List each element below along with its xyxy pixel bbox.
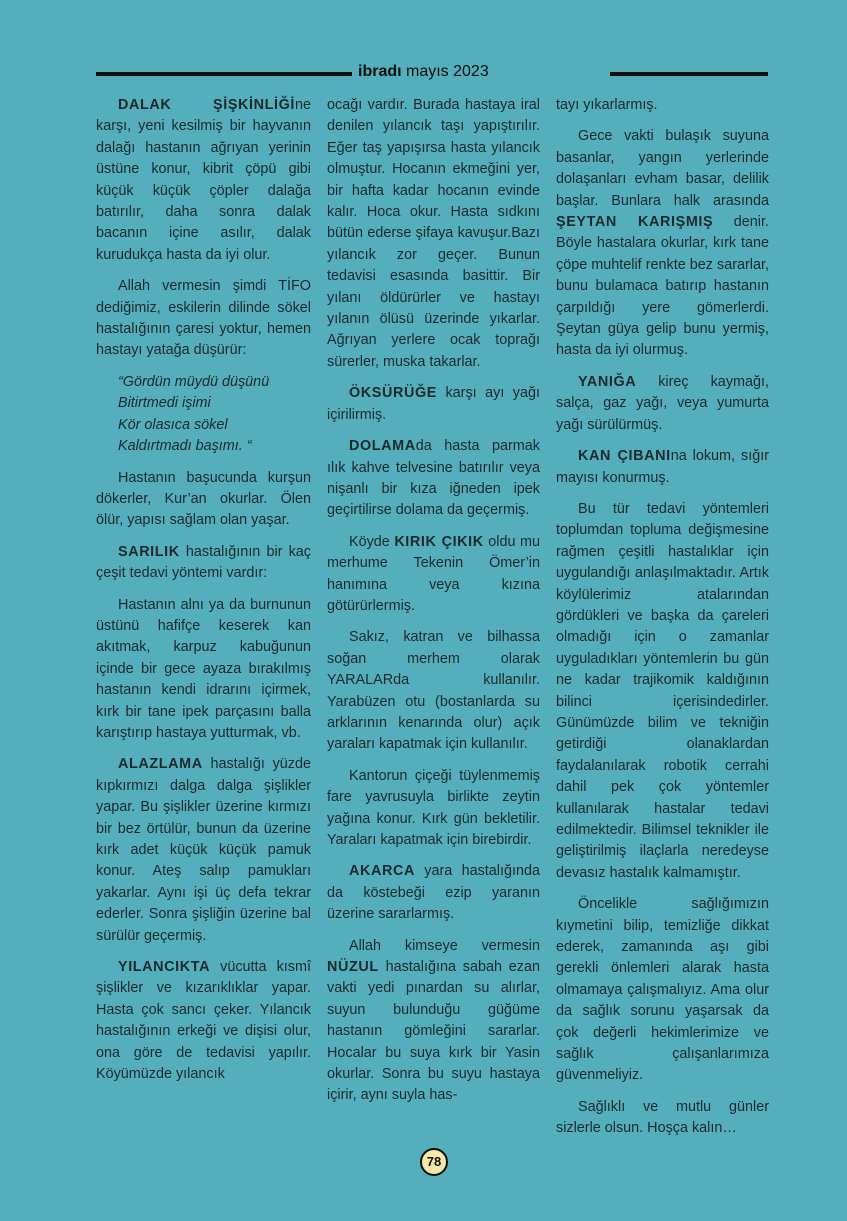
paragraph — [556, 126, 769, 361]
paragraph-text: hastalığının bir kaç çeşit tedavi yöntemi vardır: — [96, 543, 311, 582]
paragraph-text: Gece vakti bulaşık suyuna basanlar, yangın yerlerinde dolaşanları evham basar, delilik başlar. Bunlara halk arasında — [556, 128, 769, 209]
paragraph — [96, 542, 311, 585]
paragraph-text: ne karşı, yeni kesilmiş bir hayvanın dalağı hastanın ağrıyan yerinin üstüne konur, kibrit çöpü gibi küçük küçük çöpler dalağa batırılır, daha sonra dalak bacanın içine asılır, dalak kurudukça hasta da iyi olur. — [96, 97, 311, 263]
header-title — [358, 63, 489, 81]
paragraph-text: Sağlıklı ve mutlu günler sizlerle olsun. Hoşça kalın… — [556, 1098, 769, 1137]
poem-block — [96, 372, 311, 458]
poem-line: “Gördün müydü düşünü — [118, 373, 270, 390]
paragraph-text: Allah kimseye vermesin — [349, 937, 540, 954]
paragraph-text: hastalığına sabah ezan vakti yedi pınardan su alırlar, suyun bulunduğu güğüme hastanın gömleğini sararlar. Hocalar bu suya kırk bir Yasin okurlar. Sonra bu suyu hastaya içirir, aynı suyla has- — [327, 959, 540, 1104]
paragraph-text: Hastanın alnı ya da burnunun üstünü hafifçe keserek kan akıtmak, karpuz kabuğunun içinde bir gece ayaza bırakılmış hastanın kendi idrarını içirmek, kırk bir tane ipek parçasını balla karıştırıp hastaya yutturmak, vb. — [96, 596, 311, 741]
paragraph — [556, 446, 769, 489]
paragraph — [556, 95, 769, 116]
paragraph-text: oldu mu merhume Tekenin Ömer’in hanımına veya kızına götürürlermiş. — [327, 533, 540, 614]
paragraph-text: Hastanın başucunda kurşun dökerler, Kur’an okurlar. Ölen ölür, yapısı sağlam olan yaşar. — [96, 469, 311, 529]
highlighted-term: DALAK ŞİŞKİNLİĞİ — [118, 97, 295, 113]
paragraph — [556, 499, 769, 884]
paragraph-text: da hasta parmak ılık kahve telvesine batırılır veya nişanlı bir kıza iğneden ipek geçirtilirse dolama da geçermiş. — [327, 438, 540, 519]
highlighted-term: NÜZUL — [327, 959, 379, 976]
highlighted-term: SARILIK — [118, 543, 180, 560]
text-column-2 — [327, 95, 540, 1117]
paragraph-text: Kantorun çiçeği tüylenmemiş fare yavrusuyla birlikte zeytin yağına konur. Kırk gün bekletilir. Yaraları kapatmak için birebirdir. — [327, 767, 540, 848]
paragraph-text: denir. Böyle hastalara okurlar, kırk tane çöpe muhtelif renkte bez sararlar, bunu bulamaca batırıp hastanın çarpıldığı yere gömerlerdi. Şeytan güya gelip bunu yermiş, hasta da iyi olurmuş. — [556, 214, 769, 359]
page-number: 78 — [420, 1148, 448, 1176]
paragraph — [556, 894, 769, 1087]
paragraph-text: vücutta kısmî şişlikler ve kızarıklıklar yapar. Hasta çok sancı çeker. Yılancık hastalığının erkeği ve dişisi olur, ona göre de tedavisi yapılır. Köyümüzde yılancık — [96, 959, 311, 1083]
highlighted-term: DOLAMA — [349, 438, 416, 455]
highlighted-term: ÖKSÜRÜĞE — [349, 385, 437, 402]
paragraph — [556, 372, 769, 436]
paragraph — [327, 383, 540, 426]
paragraph — [96, 468, 311, 532]
highlighted-term: ALAZLAMA — [118, 756, 203, 773]
page-header — [96, 62, 768, 86]
paragraph — [327, 627, 540, 755]
poem-line: Bitirtmedi işimi — [118, 395, 211, 412]
highlighted-term: KIRIK ÇIKIK — [394, 533, 484, 550]
paragraph-text: Bu tür tedavi yöntemleri toplumdan topluma değişmesine rağmen çeşitli hastalıklar için uygulandığı anlaşılmaktadır. Artık köylülerimiz atalarından gördükleri ve başka da çareleri olmadığı için o zamanlar uyguladıkları yöntemlerin bu gün ne kadar trajikomik kaldığının bilinci içerisindedirler. Günümüzde bilim ve tekniğin getirdiği olanaklardan faydalanılarak robotik cerrahi dahil pek çok yöntemler kullanılarak hastalar tedavi edilmektedir. Bilimsel teknikler ile geliştirilmiş ilaçlarla neredeyse devasız hastalık kalmamıştır. — [556, 500, 769, 881]
header-rule-right — [610, 72, 768, 76]
paragraph-text: Allah vermesin şimdi TİFO dediğimiz, eskilerin dilinde sökel hastalığının çaresi yoktur, hemen hastayı yatağa düşürür: — [96, 278, 311, 359]
paragraph — [96, 595, 311, 745]
header-rule-left — [96, 72, 352, 76]
highlighted-term: ŞEYTAN KARIŞMIŞ — [556, 214, 714, 231]
paragraph-text: Öncelikle sağlığımızın kıymetini bilip, temizliğe dikkat ederek, zamanında aşı gibi gerekli önlemleri alarak hasta olmamaya çalışmalıyız. Ama olur da sağlık sorunu yaşarsak da çok değerli hekimlerimize ve sağlık çalışanlarımıza güvenmeliyiz. — [556, 896, 769, 1084]
paragraph-text: hastalığı yüzde kıpkırmızı dalga dalga şişlikler yapar. Bu şişlikler üzerine kırmızı bir bez örtülür, bunun da üzerine kırk adet küçük küçük pamuk konur. Ateş salıp pamukları yakarlar. Aynı işi üç defa tekrar ederler. Sonra şişliğin üzerine bal sürülür geçermiş. — [96, 756, 311, 944]
paragraph — [327, 766, 540, 852]
paragraph-text: na lokum, sığır mayısı konurmuş. — [556, 448, 769, 486]
poem-line: Kör olasıca sökel — [118, 416, 228, 433]
paragraph-text: yara hastalığında da köstebeği ezip yaranın üzerine sararlarmış. — [327, 863, 540, 923]
highlighted-term: YANIĞA — [578, 373, 637, 390]
paragraph — [327, 436, 540, 522]
paragraph — [327, 861, 540, 925]
magazine-name: ibradı — [358, 63, 402, 80]
paragraph-text: tayı yıkarlarmış. — [556, 97, 658, 113]
paragraph — [327, 532, 540, 618]
paragraph — [327, 936, 540, 1107]
highlighted-term: YILANCIKTA — [118, 959, 211, 976]
paragraph-text: Sakız, katran ve bilhassa soğan merhem olarak YARALARda kullanılır. Yarabüzen otu (bostanlarda su arklarının kenarında olur) açık yaraları kapatmak için kullanılır. — [327, 629, 540, 753]
paragraph — [327, 95, 540, 373]
issue-date: mayıs 2023 — [401, 63, 489, 80]
paragraph-text: kireç kaymağı, salça, gaz yağı, veya yumurta yağı sürülürmüş. — [556, 373, 769, 433]
paragraph — [96, 95, 311, 266]
paragraph-text: karşı ayı yağı içirilirmiş. — [327, 385, 540, 423]
paragraph-text: ocağı vardır. Burada hastaya iral denilen yılancık taşı yapıştırılır. Eğer taş yapışırsa hasta yılancık olmuştur. Hocanın ekmeğini yer, bir hafta kadar hocanın evinde kalır. Hoca okur. Hasta sıdkını bütün ederse şifaya kavuşur.Bazı yılancık zor geçer. Bunun tedavisi esasında basittir. Bir yılanı öldürürler ve hastayı yılanın ölüsü üzerinde yıkarlar. Ağrıyan yerlere ocak toprağı sürerler, muska takarlar. — [327, 97, 540, 370]
highlighted-term: AKARCA — [349, 863, 415, 880]
paragraph — [96, 754, 311, 947]
paragraph — [556, 1097, 769, 1140]
paragraph-text: Köyde — [349, 533, 395, 550]
highlighted-term: KAN ÇIBANI — [578, 448, 671, 465]
paragraph — [96, 957, 311, 1085]
poem-line: Kaldırtmadı başımı. “ — [118, 438, 252, 455]
paragraph — [96, 276, 311, 362]
text-column-3 — [556, 95, 769, 1150]
text-column-1 — [96, 95, 311, 1095]
